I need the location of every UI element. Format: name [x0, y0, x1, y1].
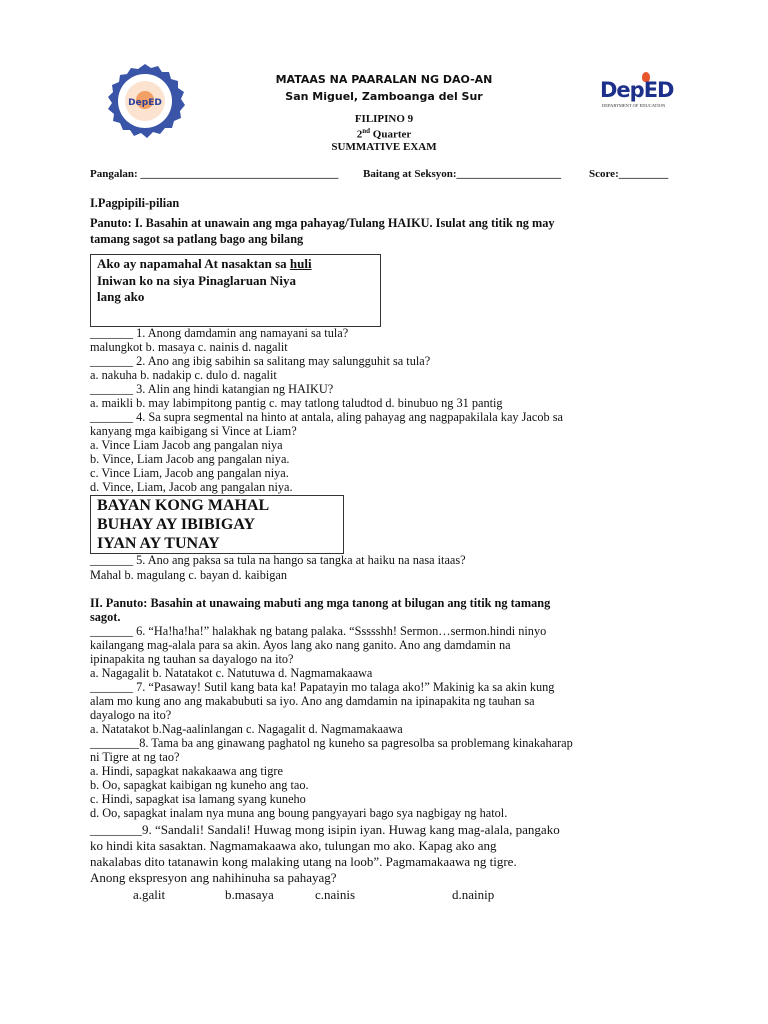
question-8-option-c: c. Hindi, sapagkat isa lamang syang kuneho — [90, 792, 306, 806]
haiku-line-1 — [97, 256, 312, 271]
question-6-cont-2: ipinapakita ng tauhan sa dayalogo na ito? — [90, 652, 294, 666]
question-5-options: Mahal b. magulang c. bayan d. kaibigan — [90, 568, 288, 582]
question-8-option-b: b. Oo, sapagkat kaibigan ng kuneho ang tao. — [90, 778, 309, 792]
question-9-cont-3: Anong ekspresyon ang nahihinuha sa pahayag? — [90, 870, 337, 885]
question-9-option-c: c.nainis — [315, 887, 356, 902]
deped-logo-text: DepED — [600, 78, 674, 102]
question-4-option-d: d. Vince, Liam, Jacob ang pangalan niya. — [90, 480, 293, 494]
question-8: ________8. Tama ba ang ginawang paghatol ng kuneho sa pagresolba sa problemang kinakaharap — [90, 736, 573, 750]
question-1-options: malungkot b. masaya c. nainis d. nagalit — [90, 340, 288, 354]
question-2-options: a. nakuha b. nadakip c. dulo d. nagalit — [90, 368, 277, 382]
question-3-options: a. maikli b. may labimpitong pantig c. may tatlong taludtod d. binubuo ng 31 pantig — [90, 396, 503, 410]
question-4-option-b: b. Vince, Liam Jacob ang pangalan niya. — [90, 452, 290, 466]
question-9-option-d: d.nainip — [452, 887, 495, 902]
question-7-options: a. Natatakot b.Nag-aalinlangan c. Nagagalit d. Nagmamakaawa — [90, 722, 403, 736]
question-3: _______ 3. Alin ang hindi katangian ng HAIKU? — [90, 382, 334, 396]
question-6: _______ 6. “Ha!ha!ha!” halakhak ng batang palaka. “Ssssshh! Sermon…sermon.hindi ninyo — [90, 624, 547, 638]
question-4-cont: kanyang mga kaibigang si Vince at Liam? — [90, 424, 297, 438]
question-9-cont: ko hindi kita sasaktan. Nagmamakaawa ako, tulungan mo ako. Kapag ako ang — [90, 838, 497, 853]
question-4-option-c: c. Vince Liam, Jacob ang pangalan niya. — [90, 466, 289, 480]
haiku-line-1-text: Ako ay napamahal At nasaktan sa — [97, 256, 290, 271]
question-6-options: a. Nagagalit b. Natatakot c. Natutuwa d. Nagmamakaawa — [90, 666, 373, 680]
question-8-option-d: d. Oo, sapagkat inalam nya muna ang boung pangyayari bago sya nagbigay ng hatol. — [90, 806, 508, 820]
name-field[interactable]: Pangalan: ____________________________________ — [90, 168, 339, 180]
school-address: San Miguel, Zamboanga del Sur — [285, 90, 483, 103]
question-1: _______ 1. Anong damdamin ang namayani sa tula? — [90, 326, 349, 340]
question-9-option-b: b.masaya — [225, 887, 274, 902]
deped-logo-subtext: DEPARTMENT OF EDUCATION — [602, 103, 666, 108]
part2-instructions-cont: sagot. — [90, 610, 121, 624]
question-7-cont: alam mo kung ano ang makabubuti sa iyo. Ano ang damdamin na ipinapakita ng tauhan sa — [90, 694, 535, 708]
svg-text:DepED: DepED — [128, 98, 162, 108]
tanka-line-3: IYAN AY TUNAY — [97, 535, 220, 552]
school-name: MATAAS NA PAARALAN NG DAO-AN — [275, 73, 493, 86]
tanka-line-2: BUHAY AY IBIBIGAY — [97, 516, 255, 533]
question-9-option-a: a.galit — [133, 887, 166, 902]
part1-instructions: Panuto: I. Basahin at unawain ang mga pahayag/Tulang HAIKU. Isulat ang titik ng may — [90, 216, 555, 230]
question-7-cont-2: dayalogo na ito? — [90, 708, 172, 722]
question-8-cont: ni Tigre at ng tao? — [90, 750, 180, 764]
quarter-word: Quarter — [370, 128, 412, 141]
question-8-option-a: a. Hindi, sapagkat nakakaawa ang tigre — [90, 764, 283, 778]
question-4-option-a: a. Vince Liam Jacob ang pangalan niya — [90, 438, 283, 452]
haiku-line-3: lang ako — [97, 289, 145, 304]
score-field[interactable]: Score:_________ — [589, 168, 669, 180]
question-9-cont-2: nakalabas dito tatanawin kong malaking utang na loob”. Pagmamakaawa ng tigre. — [90, 854, 517, 869]
haiku-line-2: Iniwan ko na siya Pinaglaruan Niya — [97, 273, 297, 288]
part2-instructions: II. Panuto: Basahin at unawaing mabuti ang mga tanong at bilugan ang titik ng tamang — [90, 596, 551, 610]
section-field[interactable]: Baitang at Seksyon:___________________ — [363, 168, 562, 180]
subject-title: FILIPINO 9 — [354, 113, 414, 125]
part1-instructions-cont: tamang sagot sa patlang bago ang bilang — [90, 232, 304, 246]
quarter-number: 2 — [356, 128, 363, 141]
question-7: _______ 7. “Pasaway! Sutil kang bata ka! Papatayin mo talaga ako!” Makinig ka sa akin kung — [90, 680, 555, 694]
question-5: _______ 5. Ano ang paksa sa tula na hango sa tangka at haiku na nasa itaas? — [90, 553, 466, 567]
question-6-cont: kailangang mag-alala para sa akin. Ayos lang ako nang ganito. Ano ang damdamin na — [90, 638, 511, 652]
question-9: ________9. “Sandali! Sandali! Huwag mong isipin iyan. Huwag kang mag-alala, pangako — [90, 822, 560, 837]
part1-title: I.Pagpipili-pilian — [90, 196, 180, 210]
tanka-line-1: BAYAN KONG MAHAL — [97, 497, 270, 514]
underlined-word: huli — [289, 256, 312, 271]
question-2: _______ 2. Ano ang ibig sabihin sa salitang may salungguhit sa tula? — [90, 354, 431, 368]
question-4: _______ 4. Sa supra segmental na hinto at antala, aling pahayag ang nagpapakilala kay Jacob sa — [90, 410, 563, 424]
exam-title: SUMMATIVE EXAM — [331, 141, 437, 153]
quarter-label — [0, 127, 768, 141]
quarter-suffix: nd — [362, 127, 371, 135]
